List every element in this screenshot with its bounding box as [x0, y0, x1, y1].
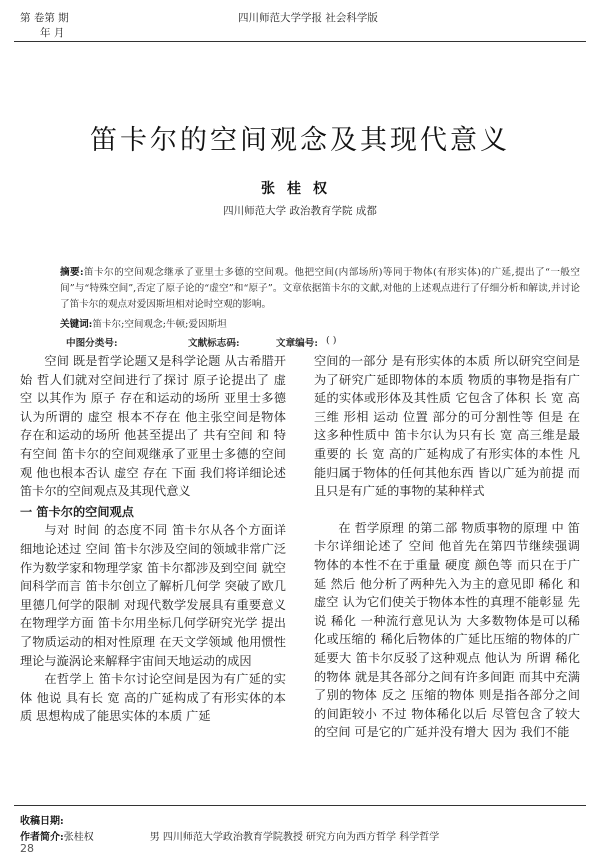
page-number: 28: [20, 842, 34, 855]
body-column-left: [20, 352, 286, 726]
issue-line-1: 第 卷第 期: [20, 12, 69, 24]
keywords-text: 笛卡尔;空间观念;牛顿;爱因斯坦: [92, 319, 227, 330]
author-bio-label: 作者简介:: [20, 832, 64, 843]
section-heading: 一 笛卡尔的空间观点: [20, 504, 134, 519]
keywords: [60, 316, 580, 330]
abstract-text: 笛卡尔的空间观念继承了亚里士多德的空间观。他把空间(内部场所)等同于物体(有形实体)的广延,提出了“一般空间”与“特殊空间”,否定了原子论的“虚空”和“原子”。文章依据笛卡尔的文献,对他的上述观点进行了仔细分析和解读,并讨论了笛卡尔的观点对爱因斯坦相对论时空观的影响。: [60, 267, 580, 311]
keywords-label: 关键词:: [60, 319, 93, 330]
author-name: 张桂权: [261, 181, 339, 197]
journal-name: 四川师范大学学报 社会科学版: [238, 12, 378, 24]
abstract-label: 摘要:: [60, 267, 84, 278]
author-bio: [20, 828, 580, 843]
doc-code-label: 文献标志码:: [188, 338, 240, 349]
body-paragraph: 在 哲学原理 的第二部 物质事物的原理 中 笛卡尔详细论述了 空间 他首先在第四节继续强调 物体的本性不在于重量 硬度 颜色等 而只在于广延 然后 他分析了两种先入为主的意见即 稀化 和 虚空 认为它们使关于物体本性的真理不能彰显 先说 稀化 一种流行意见认为 大多数物体是可以稀化或压缩的 稀化后物体的广延比压缩的物体的广延要大 笛卡尔反驳了这种观点 他认为 所谓 稀化的物体 就是其各部分之间有许多间距 而其中充满了别的物体 反之 压缩的物体 则是指各部分之间的间距较小 不过 物体稀化以后 尽管包含了较大的空间 可是它的广延并没有增大 因为 我们不能: [314, 520, 580, 740]
received-date-label: 收稿日期:: [20, 816, 64, 827]
body-paragraph: 空间的一部分 是有形实体的本质 所以研究空间是为了研究广延即物体的本质 物质的事物是指有广延的实体或形体及其性质 它包含了体积 长 宽 高三维 形相 运动 位置 部分的可分割性等 但是 在这多种性质中 笛卡尔认为只有长 宽 高三维是最重要的 长 宽 高的广延构成了有形实体的本性 凡能归属于物体的任何其他东西 皆以广延为前提 而且只是有广延的事物的某种样式: [314, 354, 580, 499]
body-column-right: [314, 352, 580, 742]
body-paragraph: 空间 既是哲学论题又是科学论题 从古希腊开始 哲人们就对空间进行了探讨 原子论提出了 虚空 以其作为 原子 存在和运动的场所 亚里士多德认为所谓的 虚空 根本不存在 他主张空间是物体存在和运动的场所 他甚至提出了 共有空间 和 特有空间 笛卡尔的空间观继承了亚里士多德的空间观 他也根本否认 虚空 存在 下面 我们将详细论述笛卡尔的空间观点及其现代意义: [20, 354, 286, 499]
article-title: 笛卡尔的空间观念及其现代意义: [90, 125, 510, 156]
author-affiliation: 四川师范大学 政治教育学院 成都: [223, 205, 377, 217]
body-paragraph: 与对 时间 的态度不同 笛卡尔从各个方面详细地论述过 空间 笛卡尔涉及空间的领域非常广泛 作为数学家和物理学家 笛卡尔都涉及到空间 就空间科学而言 笛卡尔创立了解析几何学 突破了欧几里德几何学的限制 对现代数学发展具有重要意义 在物理学方面 笛卡尔用坐标几何学研究光学 提出了物质运动的相对性原理 在天文学领域 他用惯性理论与漩涡论来解释宇宙间天地运动的成因: [20, 523, 286, 668]
abstract: [60, 265, 580, 314]
header-rule: [14, 41, 586, 42]
footnote-rule: [14, 805, 586, 806]
author-bio-name: 张桂权: [63, 832, 94, 843]
article-number-value: ( ): [326, 335, 337, 346]
body-paragraph: 在哲学上 笛卡尔讨论空间是因为有广延的实体 他说 具有长 宽 高的广延构成了有形实体的本质 思想构成了能思实体的本质 广延: [20, 672, 286, 724]
issue-line-2: 年 月: [40, 27, 65, 39]
clc-label: 中图分类号:: [66, 338, 118, 349]
author-bio-text: 男 四川师范大学政治教育学院教授 研究方向为西方哲学 科学哲学: [149, 832, 440, 843]
article-number-label: 文章编号:: [276, 338, 318, 349]
